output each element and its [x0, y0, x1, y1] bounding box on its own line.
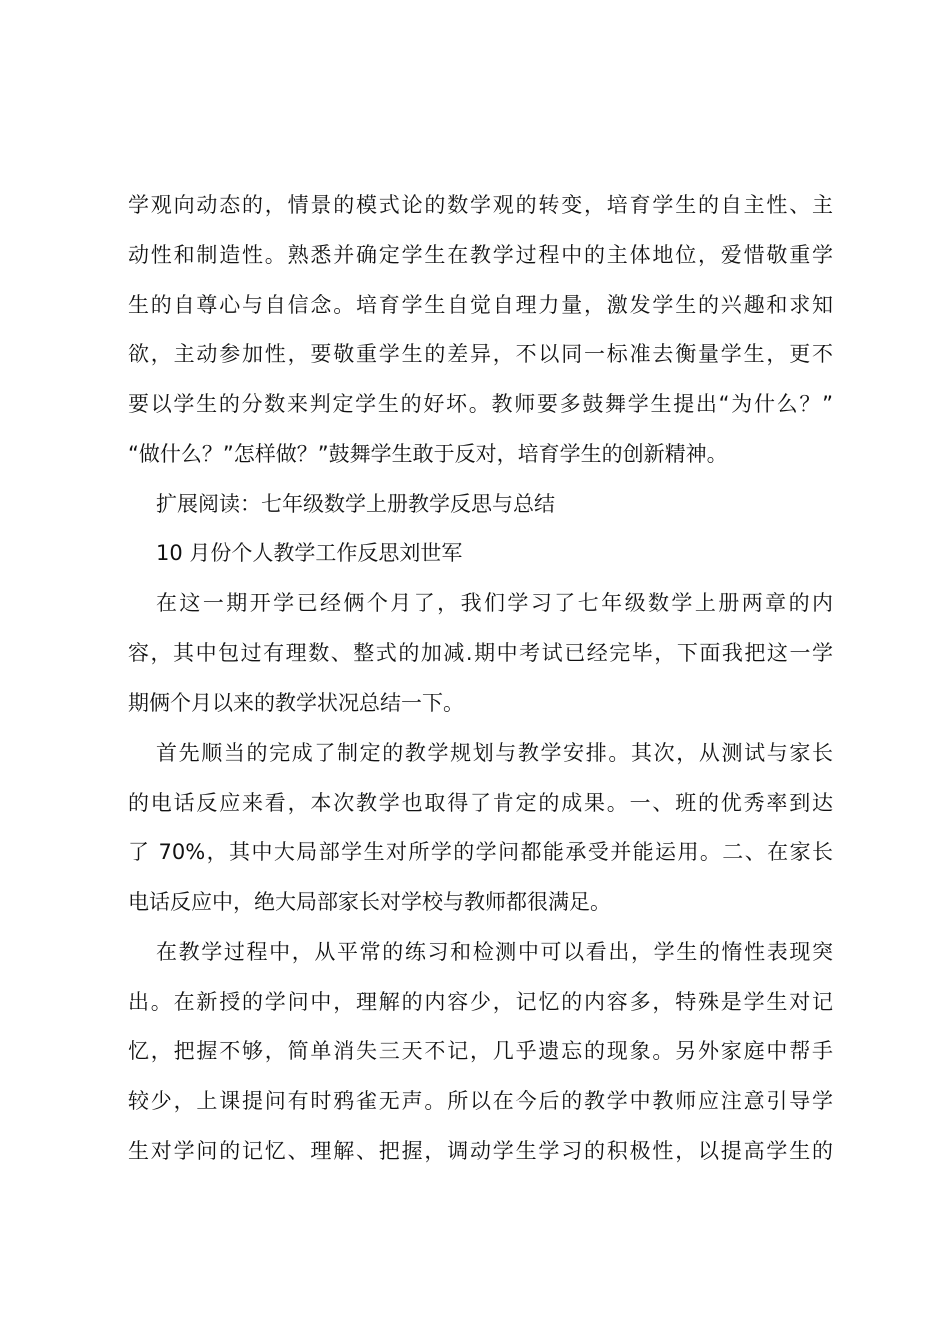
text-line: 期俩个月以来的教学状况总结一下。: [128, 691, 464, 715]
text-line: 要以学生的分数来判定学生的好坏。教师要多鼓舞学生提出“为什么？”: [128, 392, 833, 416]
text-line: 在教学过程中，从平常的练习和检测中可以看出，学生的惰性表现突: [156, 940, 833, 964]
text-line: 生的自尊心与自信念。培育学生自觉自理力量，激发学生的兴趣和求知: [128, 293, 833, 317]
text-line: 出。在新授的学问中，理解的内容少，记忆的内容多，特殊是学生对记: [128, 990, 833, 1014]
section-heading: 扩展阅读：七年级数学上册教学反思与总结: [156, 492, 555, 516]
text-line: 生对学问的记忆、理解、把握，调动学生学习的积极性，以提高学生的: [128, 1139, 833, 1163]
text-line: “做什么？”怎样做？”鼓舞学生敢于反对，培育学生的创新精神。: [128, 442, 728, 466]
text-line: 首先顺当的完成了制定的教学规划与教学安排。其次，从测试与家长: [156, 741, 833, 765]
text-line: 学观向动态的，情景的模式论的数学观的转变，培育学生的自主性、主: [128, 193, 833, 217]
text-line: 忆，把握不够，简单消失三天不记，几乎遗忘的现象。另外家庭中帮手: [128, 1039, 833, 1063]
text-line: 电话反应中，绝大局部家长对学校与教师都很满足。: [128, 890, 611, 914]
text-line: 动性和制造性。熟悉并确定学生在教学过程中的主体地位，爱惜敬重学: [128, 243, 833, 267]
text-line: 在这一期开学已经俩个月了，我们学习了七年级数学上册两章的内: [156, 591, 833, 615]
text-line: 的电话反应来看，本次教学也取得了肯定的成果。一、班的优秀率到达: [128, 791, 833, 815]
text-line: 欲，主动参加性，要敬重学生的差异，不以同一标准去衡量学生，更不: [128, 342, 833, 366]
text-line: 容，其中包过有理数、整式的加减.期中考试已经完毕，下面我把这一学: [128, 641, 833, 665]
section-subheading: 10 月份个人教学工作反思刘世军: [156, 541, 463, 565]
text-line: 了 70%，其中大局部学生对所学的学问都能承受并能运用。二、在家长: [128, 840, 833, 864]
text-line: 较少，上课提问有时鸦雀无声。所以在今后的教学中教师应注意引导学: [128, 1089, 833, 1113]
